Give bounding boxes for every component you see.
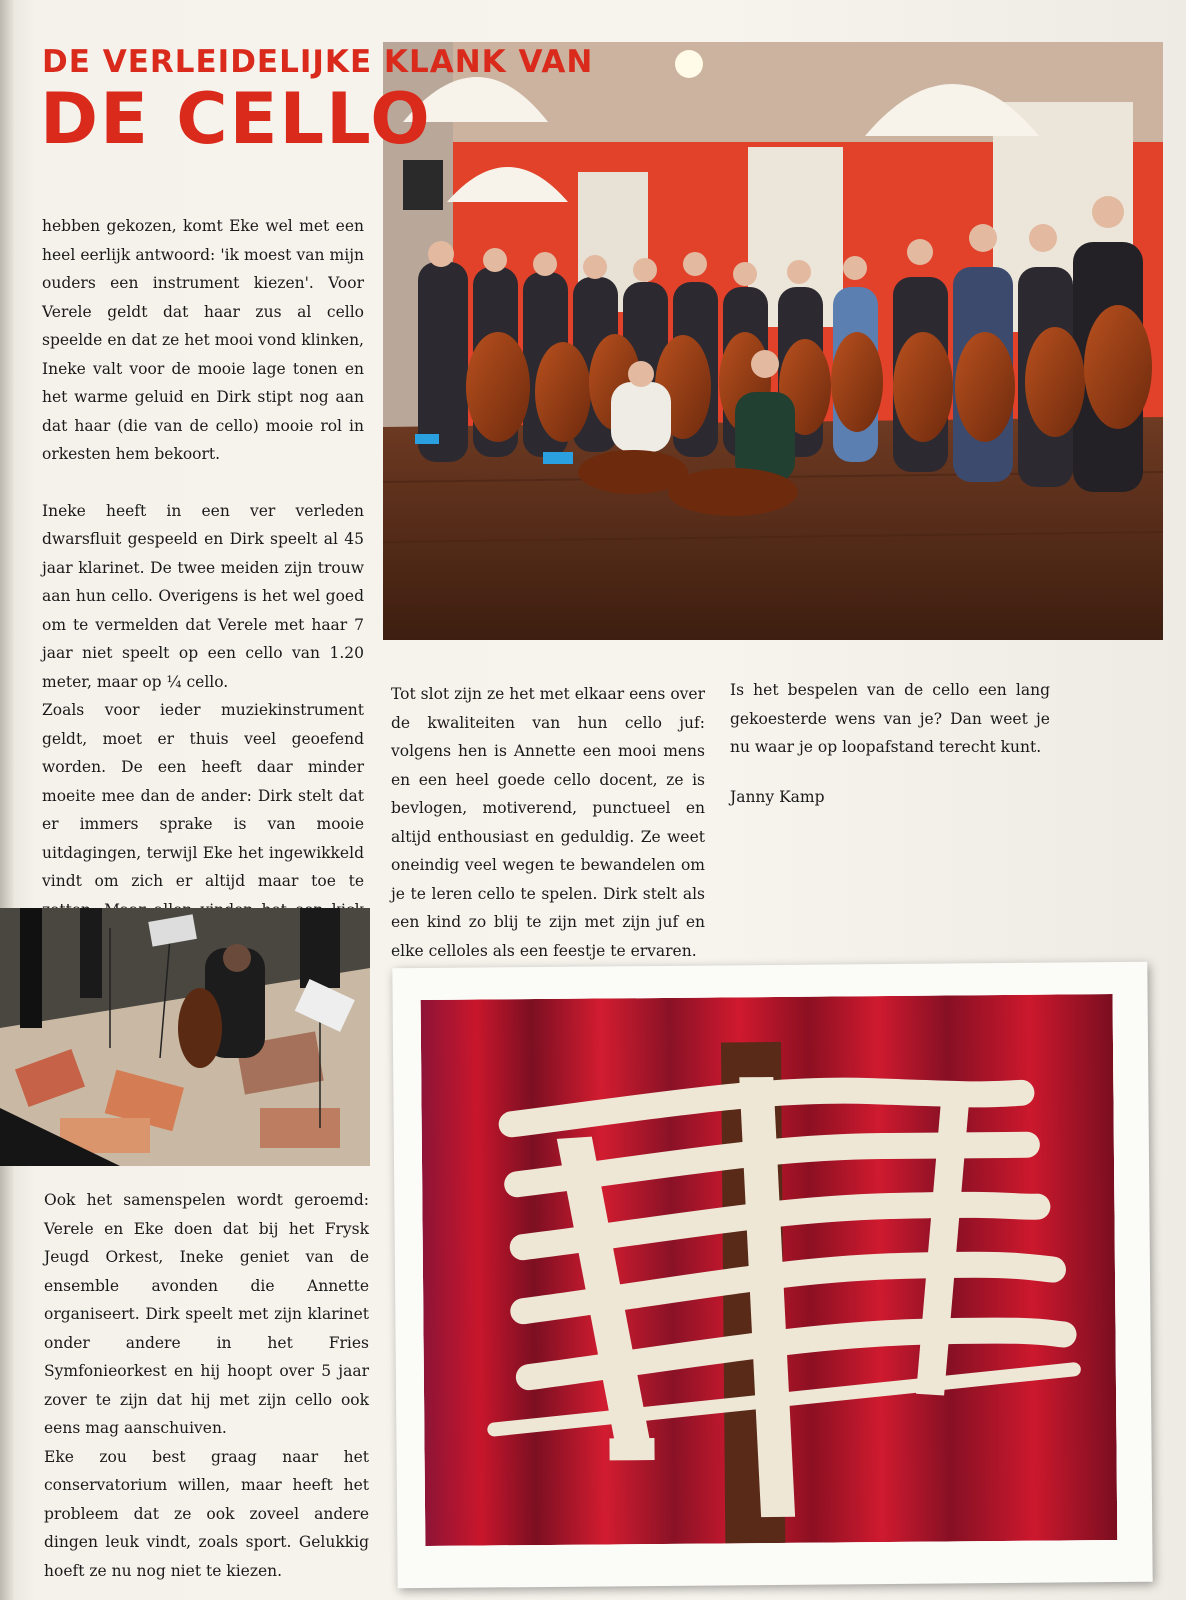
paragraph: Ook het samenspelen wordt geroemd: Verele en Eke doen dat bij het Frysk Jeugd Orkest, Ineke geniet van de ensemble avonden die Annette organiseert. Dirk speelt met zijn klarinet onder andere in het Fries Symfonieorkest en hij hoopt over 5 jaar zover te zijn dat hij met zijn cello ook eens mag aanschuiven.: [44, 1191, 369, 1437]
paragraph: Zoals voor ieder muziekinstrument geldt, moet er thuis veel geoefend worden. De een heeft daar minder moeite mee dan de ander: Dirk stelt dat er immers sprake is van mooie uitdagingen, terwijl Eke het ingewikkeld vindt om zich er altijd maar toe te: [42, 701, 364, 890]
left-column-top: [42, 212, 364, 1010]
paragraph: Is het bespelen van de cello een lang gekoesterde wens van je? Dan weet je nu waar je op loopafstand terecht kunt.: [730, 681, 1050, 756]
left-column-bottom: [44, 1186, 369, 1585]
photo-frame: [392, 962, 1152, 1589]
title-line-2: DE CELLO: [40, 78, 432, 160]
group-photo: [383, 42, 1163, 640]
title-line-1: DE VERLEIDELIJKE KLANK VAN: [42, 44, 594, 80]
author-signature: Janny Kamp: [730, 788, 825, 806]
concert-photo: [0, 908, 370, 1166]
right-column: [730, 676, 1050, 762]
middle-column: [391, 680, 705, 965]
paragraph: Tot slot zijn ze het met elkaar eens over de kwaliteiten van hun cello juf: volgens hen is Annette een mooi mens en een heel goede cello docent, ze is bevlogen, motiverend, punctueel en altijd enthousiast en geduldig. Ze weet oneindig veel wegen te bewandelen om je te leren cello te spelen. Dirk stelt als een kind zo blij te zijn met zijn juf en elke celloles als een feestje te ervaren.: [391, 685, 705, 960]
music-stand-photo: [421, 994, 1118, 1546]
page-spine: [0, 0, 14, 1600]
paragraph: Ineke heeft in een ver verleden dwarsfluit gespeeld en Dirk speelt al 45 jaar klarinet. De twee meiden zijn trouw aan hun cello. Overigens is het wel goed om te vermelden dat Verele met haar 7 jaar niet speelt op een cello van 1.20 meter, maar op ¼ cello.: [42, 501, 364, 691]
paragraph: hebben gekozen, komt Eke wel met een heel eerlijk antwoord: 'ik moest van mijn ouders een instrument kiezen'. Voor Verele geldt dat haar zus al cello speelde en dat ze het mooi vond klinken, Ineke valt voor de mooie lage tonen en het warme geluid en Dirk stipt nog aan dat haar (die van de cello) mooie rol in orkesten hem bekoort.: [42, 217, 364, 463]
paragraph: Eke zou best graag naar het conservatorium willen, maar heeft het probleem dat ze ook zoveel andere dingen leuk vindt, zoals sport. Gelukkig hoeft ze nu nog niet te kiezen.: [44, 1447, 369, 1580]
